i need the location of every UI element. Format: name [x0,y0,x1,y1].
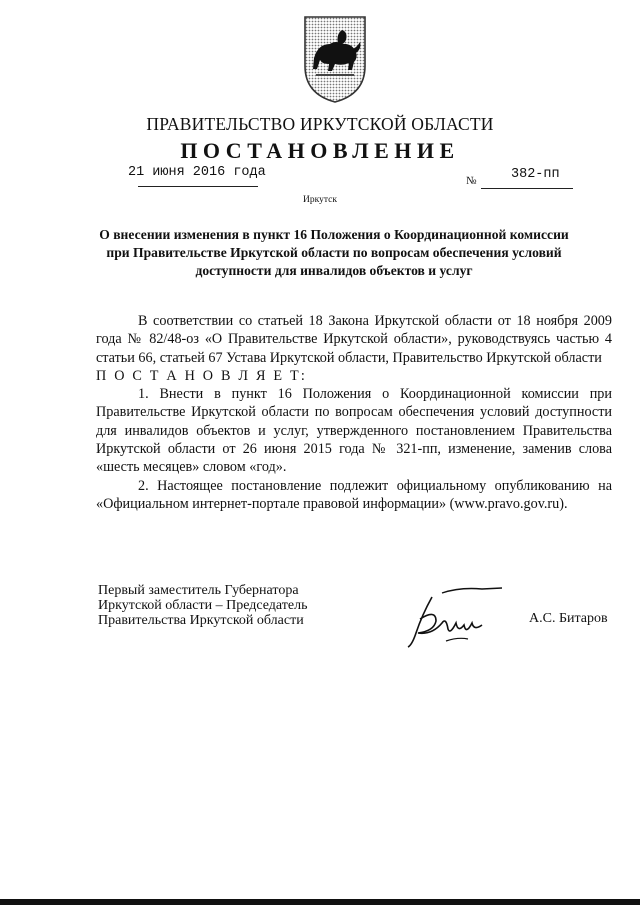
decree-date: 21 июня 2016 года [128,165,266,180]
preamble-paragraph: В соответствии со статьей 18 Закона Иркутской области от 18 ноября 2009 года № 82/48-оз «О Правительстве Иркутской области», руководствуясь частью 4 статьи 66, статьей 67 Устава Иркутской области, Правительство Иркутской области [96,313,612,366]
decree-number: 382-пп [511,167,560,182]
position-line-3: Правительства Иркутской области [98,613,304,628]
handwritten-signature-icon [402,585,506,649]
position-line-1: Первый заместитель Губернатора [98,583,299,598]
signatory-position [98,583,358,628]
government-name: ПРАВИТЕЛЬСТВО ИРКУТСКОЙ ОБЛАСТИ [146,114,494,134]
scan-edge [0,899,640,905]
item-2-paragraph: 2. Настоящее постановление подлежит официальному опубликованию на «Официальном интернет-портале правовой информации» (www.pravo.gov.ru). [96,477,612,512]
signatory-name: А.С. Битаров [529,611,608,626]
decree-subject: О внесении изменения в пункт 16 Положения о Координационной комиссии при Правительстве Иркутской области по вопросам обеспечения условий доступности для инвалидов объектов и услуг [99,227,569,278]
date-underline [138,186,258,187]
number-underline [481,188,573,189]
decree-body [96,312,612,513]
decrees-heading: П О С Т А Н О В Л Я Е Т: [96,367,307,384]
number-sign: № [466,175,477,187]
document-type: ПОСТАНОВЛЕНИЕ [180,138,460,163]
item-1-paragraph: 1. Внести в пункт 16 Положения о Координационной комиссии при Правительстве Иркутской области по вопросам обеспечения условий доступности для инвалидов объектов и услуг, утвержденного постановлением Правительства Иркутской области от 26 июня 2015 года № 321-пп, изменение, заменив слова «шесть месяцев» словом «год». [96,386,612,476]
city-name: Иркутск [303,195,337,205]
position-line-2: Иркутской области – Председатель [98,598,308,613]
coat-of-arms-icon [302,14,368,104]
